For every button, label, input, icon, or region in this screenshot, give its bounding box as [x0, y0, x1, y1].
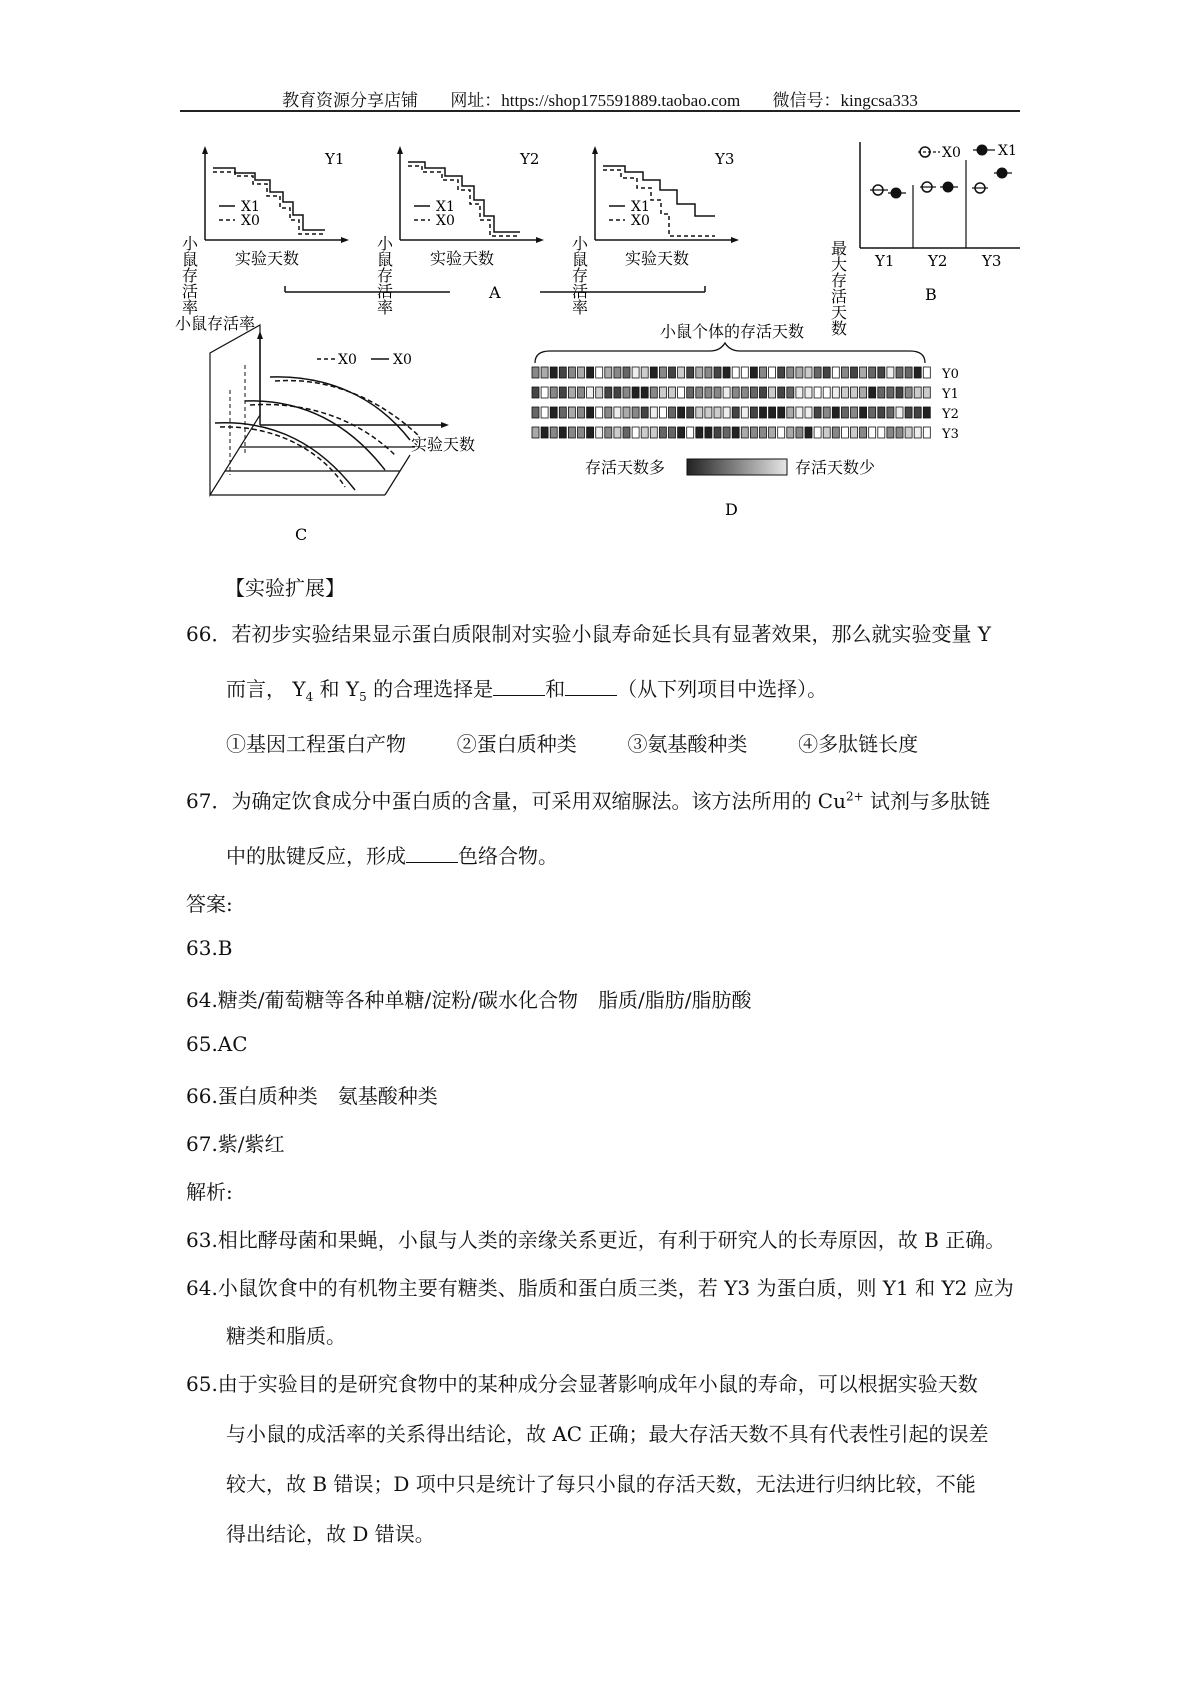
- c-ylabel: 小鼠存活率: [175, 314, 256, 333]
- d-cell: [596, 387, 603, 398]
- d-cell: [841, 407, 848, 418]
- answer-64: 64.糖类/葡萄糖等各种单糖/淀粉/碳水化合物 脂质/脂肪/脂肪酸: [186, 988, 752, 1012]
- d-cell: [550, 427, 557, 438]
- d-cell: [559, 367, 566, 378]
- a-legend-solid-2: X1: [436, 199, 455, 215]
- answer-67: 67.紫/紫红: [186, 1132, 285, 1156]
- d-title: 小鼠个体的存活天数: [660, 322, 805, 341]
- d-cell: [823, 387, 830, 398]
- d-cell: [869, 407, 876, 418]
- a-legend-dashed-1: X0: [241, 213, 260, 229]
- d-cell: [641, 367, 648, 378]
- a-panel-label-1: Y1: [325, 150, 345, 168]
- d-cell: [841, 427, 848, 438]
- d-cell: [778, 387, 785, 398]
- d-scale-right: 存活天数少: [795, 458, 876, 477]
- d-cell: [578, 407, 585, 418]
- d-cell: [723, 367, 730, 378]
- d-cell: [614, 407, 621, 418]
- d-cell: [705, 367, 712, 378]
- q66-line2: 而言， $Y_4$ 和 $Y_5$ 的合理选择是 和 （从下列项目中选择）。: [226, 677, 828, 704]
- d-cell: [659, 427, 666, 438]
- d-cell: [587, 427, 594, 438]
- d-cell: [650, 367, 657, 378]
- d-cell: [741, 427, 748, 438]
- d-cell: [805, 367, 812, 378]
- answer-title: 答案:: [186, 892, 233, 916]
- shop-url[interactable]: 网址：https://shop175591889.taobao.com: [450, 91, 741, 110]
- d-cell: [769, 407, 776, 418]
- b-group-1: Y1: [875, 252, 895, 270]
- d-cell: [805, 387, 812, 398]
- d-cell: [923, 367, 930, 378]
- d-cell: [832, 407, 839, 418]
- d-cell: [760, 407, 767, 418]
- a-ylabel-1: 小鼠存活率: [179, 235, 199, 315]
- d-cell: [832, 427, 839, 438]
- panel-d: [532, 322, 959, 519]
- d-cell: [678, 427, 685, 438]
- panel-a-y1-chart: [180, 146, 350, 315]
- d-cell: [578, 367, 585, 378]
- d-cell: [869, 367, 876, 378]
- d-cell: [778, 407, 785, 418]
- d-cell: [869, 427, 876, 438]
- d-cell: [778, 427, 785, 438]
- a-panel-label-2: Y2: [520, 150, 540, 168]
- d-cell: [860, 407, 867, 418]
- d-cell: [541, 387, 548, 398]
- d-cell: [532, 367, 539, 378]
- d-cell: [814, 367, 821, 378]
- a-legend-dashed-3: X0: [631, 213, 650, 229]
- panel-c: [175, 314, 475, 540]
- d-cell: [696, 407, 703, 418]
- d-cell: [632, 427, 639, 438]
- d-cell: [614, 427, 621, 438]
- d-cell: [860, 387, 867, 398]
- d-cell: [678, 367, 685, 378]
- d-cell: [705, 407, 712, 418]
- d-cell: [687, 367, 694, 378]
- q67-blank[interactable]: [406, 844, 458, 863]
- b-legend-open: X0: [942, 145, 961, 161]
- d-row-y2: Y2: [942, 407, 959, 422]
- d-cell: [541, 427, 548, 438]
- d-cell: [669, 427, 676, 438]
- d-cell: [568, 407, 575, 418]
- a-legend-solid-3: X1: [631, 199, 650, 215]
- d-cell: [532, 387, 539, 398]
- d-cell: [769, 427, 776, 438]
- d-cell: [869, 387, 876, 398]
- d-cell: [923, 407, 930, 418]
- d-cell: [796, 387, 803, 398]
- d-cell: [696, 387, 703, 398]
- d-cell: [778, 367, 785, 378]
- d-cell: [568, 367, 575, 378]
- d-cell: [714, 407, 721, 418]
- d-row-y0: Y0: [942, 367, 959, 382]
- d-cell: [814, 387, 821, 398]
- page-header: [0, 86, 1200, 111]
- d-cell: [550, 367, 557, 378]
- d-cell: [841, 387, 848, 398]
- d-cell: [714, 387, 721, 398]
- d-cell: [659, 387, 666, 398]
- d-cell: [887, 407, 894, 418]
- d-cell: [568, 387, 575, 398]
- d-cell: [623, 427, 630, 438]
- a-xlabel-3: 实验天数: [625, 249, 690, 268]
- d-cell: [887, 387, 894, 398]
- d-row-y1: Y1: [942, 387, 959, 402]
- d-cell: [796, 427, 803, 438]
- d-strips: [532, 367, 930, 438]
- d-cell: [550, 407, 557, 418]
- d-cell: [559, 427, 566, 438]
- a-legend-dashed-2: X0: [436, 213, 455, 229]
- d-cell: [914, 367, 921, 378]
- d-cell: [650, 407, 657, 418]
- label-d: D: [725, 500, 738, 519]
- explanation-65-line2: 与小鼠的成活率的关系得出结论，故 AC 正确；最大存活天数不具有代表性引起的误差: [226, 1422, 989, 1446]
- d-cell: [587, 407, 594, 418]
- d-cell: [741, 407, 748, 418]
- d-cell: [823, 367, 830, 378]
- d-cell: [887, 427, 894, 438]
- d-cell: [605, 407, 612, 418]
- c-xlabel: 实验天数: [411, 435, 476, 454]
- d-cell: [541, 407, 548, 418]
- shop-name: 教育资源分享店铺: [282, 91, 419, 110]
- d-cell: [823, 427, 830, 438]
- d-cell: [596, 427, 603, 438]
- d-cell: [750, 407, 757, 418]
- d-cell: [623, 407, 630, 418]
- d-cell: [587, 387, 594, 398]
- d-cell: [896, 407, 903, 418]
- d-cell: [614, 367, 621, 378]
- q66-options: [226, 728, 918, 757]
- d-cell: [787, 367, 794, 378]
- label-a: A: [489, 283, 501, 302]
- explanation-63: 63.相比酵母菌和果蝇，小鼠与人类的亲缘关系更近，有利于研究人的长寿原因，故 B 正确。: [186, 1228, 1006, 1252]
- answer-66: 66.蛋白质种类 氨基酸种类: [186, 1084, 438, 1108]
- wechat-id: 微信号：kingcsa333: [772, 91, 918, 110]
- d-cell: [905, 367, 912, 378]
- d-cell: [905, 427, 912, 438]
- d-scale-left: 存活天数多: [585, 458, 666, 477]
- d-row-y3: Y3: [942, 427, 959, 442]
- d-cell: [732, 387, 739, 398]
- d-cell: [614, 387, 621, 398]
- d-cell: [750, 387, 757, 398]
- d-cell: [578, 387, 585, 398]
- d-cell: [832, 367, 839, 378]
- d-cell: [705, 387, 712, 398]
- d-cell: [641, 407, 648, 418]
- d-cell: [659, 367, 666, 378]
- d-cell: [896, 427, 903, 438]
- d-cell: [559, 387, 566, 398]
- d-cell: [578, 427, 585, 438]
- header-rule: [180, 110, 1020, 112]
- d-cell: [650, 427, 657, 438]
- d-cell: [532, 427, 539, 438]
- d-scale-bar: [687, 459, 787, 475]
- b-legend-filled: X1: [998, 143, 1017, 159]
- d-cell: [659, 407, 666, 418]
- panel-a: [180, 146, 740, 315]
- q66-option-2: ②蛋白质种类: [456, 732, 577, 756]
- a-panel-label-3: Y3: [715, 150, 735, 168]
- d-cell: [914, 427, 921, 438]
- d-cell: [632, 387, 639, 398]
- d-cell: [796, 407, 803, 418]
- d-cell: [541, 367, 548, 378]
- d-cell: [605, 427, 612, 438]
- d-cell: [687, 427, 694, 438]
- answer-65: 65.AC: [186, 1032, 248, 1056]
- d-cell: [623, 367, 630, 378]
- d-cell: [796, 367, 803, 378]
- c-legend-dashed: X0: [338, 352, 357, 368]
- d-cell: [714, 427, 721, 438]
- d-cell: [687, 407, 694, 418]
- d-cell: [669, 407, 676, 418]
- d-cell: [851, 387, 858, 398]
- d-cell: [805, 407, 812, 418]
- d-cell: [723, 407, 730, 418]
- d-cell: [641, 387, 648, 398]
- q67-line2: 中的肽键反应，形成 色络合物。: [226, 844, 558, 868]
- a-ylabel-3: 小鼠存活率: [569, 235, 589, 315]
- a-legend-solid-1: X1: [241, 199, 260, 215]
- label-b: B: [925, 285, 937, 304]
- explanation-64-line1: 64.小鼠饮食中的有机物主要有糖类、脂质和蛋白质三类，若 Y3 为蛋白质，则 Y1 和 Y2 应为: [186, 1276, 1014, 1300]
- d-cell: [632, 407, 639, 418]
- d-cell: [696, 367, 703, 378]
- d-cell: [605, 367, 612, 378]
- d-cell: [723, 427, 730, 438]
- d-cell: [687, 387, 694, 398]
- d-cell: [787, 407, 794, 418]
- q66-line1: 66．若初步实验结果显示蛋白质限制对实验小鼠寿命延长具有显著效果，那么就实验变量 Y: [186, 622, 992, 646]
- d-cell: [905, 407, 912, 418]
- d-cell: [750, 367, 757, 378]
- q67-line1: 67．为确定饮食成分中蛋白质的含量，可采用双缩脲法。该方法所用的 $Cu^{2+}$ 试剂与多肽链: [186, 789, 991, 813]
- d-cell: [550, 387, 557, 398]
- q66-option-1: ①基因工程蛋白产物: [226, 732, 406, 756]
- explanation-title: 解析:: [186, 1180, 233, 1204]
- d-cell: [678, 387, 685, 398]
- d-cell: [696, 427, 703, 438]
- d-cell: [769, 387, 776, 398]
- d-cell: [605, 387, 612, 398]
- panel-a-y3-chart: [570, 146, 740, 315]
- q66-option-4: ④多肽链长度: [798, 732, 919, 756]
- label-c: C: [295, 525, 308, 540]
- a-xlabel-2: 实验天数: [430, 249, 495, 268]
- b-group-3: Y3: [982, 252, 1002, 270]
- d-cell: [714, 367, 721, 378]
- d-cell: [878, 407, 885, 418]
- experiment-figure: [175, 140, 1045, 540]
- d-cell: [878, 367, 885, 378]
- d-cell: [860, 427, 867, 438]
- panel-a-y2-chart: [375, 146, 545, 315]
- d-cell: [641, 427, 648, 438]
- d-cell: [623, 387, 630, 398]
- d-cell: [878, 427, 885, 438]
- d-cell: [587, 367, 594, 378]
- d-cell: [805, 427, 812, 438]
- d-cell: [787, 387, 794, 398]
- a-ylabel-2: 小鼠存活率: [374, 235, 394, 315]
- b-group-2: Y2: [928, 252, 948, 270]
- d-cell: [741, 367, 748, 378]
- b-ylabel: 最大存活天数: [828, 240, 848, 336]
- d-cell: [851, 367, 858, 378]
- d-cell: [851, 427, 858, 438]
- d-cell: [814, 427, 821, 438]
- d-cell: [905, 387, 912, 398]
- d-cell: [750, 427, 757, 438]
- d-cell: [760, 387, 767, 398]
- d-cell: [887, 367, 894, 378]
- d-cell: [732, 407, 739, 418]
- d-cell: [650, 387, 657, 398]
- d-cell: [532, 407, 539, 418]
- d-cell: [787, 427, 794, 438]
- q66-option-3: ③氨基酸种类: [627, 732, 748, 756]
- d-cell: [732, 367, 739, 378]
- d-cell: [568, 427, 575, 438]
- panel-b: [829, 142, 1021, 336]
- d-cell: [760, 367, 767, 378]
- d-cell: [860, 367, 867, 378]
- explanation-65-line4: 得出结论，故 D 错误。: [226, 1522, 435, 1546]
- d-cell: [814, 407, 821, 418]
- explanation-64-line2: 糖类和脂质。: [226, 1324, 346, 1348]
- d-cell: [832, 387, 839, 398]
- d-cell: [760, 427, 767, 438]
- d-cell: [923, 427, 930, 438]
- answer-63: 63.B: [186, 936, 233, 960]
- d-cell: [769, 367, 776, 378]
- d-cell: [632, 367, 639, 378]
- a-xlabel-1: 实验天数: [235, 249, 300, 268]
- d-cell: [596, 407, 603, 418]
- d-cell: [596, 367, 603, 378]
- d-cell: [669, 367, 676, 378]
- section-heading: 【实验扩展】: [225, 576, 345, 600]
- c-legend-solid: X0: [393, 352, 412, 368]
- d-cell: [914, 407, 921, 418]
- d-cell: [823, 407, 830, 418]
- d-cell: [841, 367, 848, 378]
- d-cell: [878, 387, 885, 398]
- explanation-65-line1: 65.由于实验目的是研究食物中的某种成分会显著影响成年小鼠的寿命，可以根据实验天数: [186, 1372, 978, 1396]
- d-cell: [559, 407, 566, 418]
- d-cell: [723, 387, 730, 398]
- d-cell: [896, 387, 903, 398]
- d-cell: [678, 407, 685, 418]
- d-cell: [732, 427, 739, 438]
- d-cell: [669, 387, 676, 398]
- explanation-65-line3: 较大，故 B 错误；D 项中只是统计了每只小鼠的存活天数，无法进行归纳比较，不能: [226, 1472, 976, 1496]
- d-cell: [914, 387, 921, 398]
- q66-blank-2[interactable]: [565, 677, 617, 696]
- d-cell: [923, 387, 930, 398]
- d-cell: [705, 427, 712, 438]
- d-cell: [741, 387, 748, 398]
- d-cell: [851, 407, 858, 418]
- q66-blank-1[interactable]: [493, 677, 545, 696]
- d-cell: [896, 367, 903, 378]
